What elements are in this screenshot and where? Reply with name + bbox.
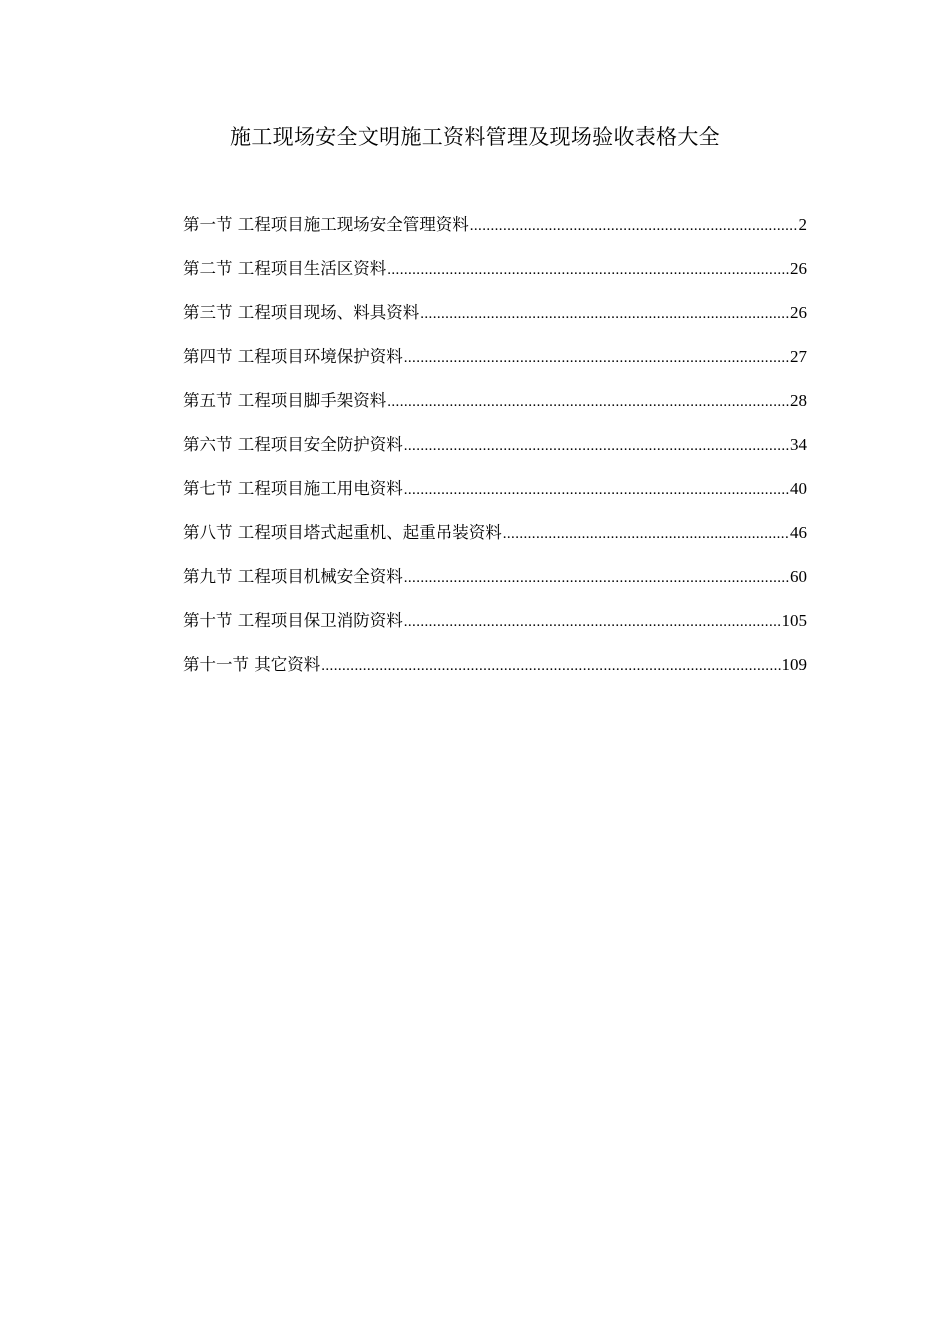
- document-title: 施工现场安全文明施工资料管理及现场验收表格大全: [230, 125, 720, 149]
- toc-entry-label: 第十一节 其它资料: [183, 655, 321, 674]
- toc-entry-label: 第三节 工程项目现场、料具资料: [183, 303, 420, 322]
- toc-page-number: 40: [790, 479, 807, 498]
- toc-entry-6[interactable]: [183, 430, 807, 474]
- toc-page-number: 46: [790, 523, 807, 542]
- toc-dot-leader: [387, 255, 789, 285]
- toc-page-number: 2: [798, 215, 807, 234]
- toc-page-number: 26: [790, 303, 807, 322]
- toc-dot-leader: [321, 651, 780, 681]
- table-of-contents: [183, 210, 807, 694]
- toc-entry-label: 第一节 工程项目施工现场安全管理资料: [183, 215, 469, 234]
- toc-dot-leader: [404, 607, 781, 637]
- toc-entry-2[interactable]: [183, 254, 807, 298]
- toc-page-number: 109: [781, 655, 807, 674]
- toc-entry-label: 第八节 工程项目塔式起重机、起重吊装资料: [183, 523, 502, 542]
- toc-entry-label: 第七节 工程项目施工用电资料: [183, 479, 403, 498]
- toc-dot-leader: [420, 299, 789, 329]
- toc-entry-5[interactable]: [183, 386, 807, 430]
- toc-entry-7[interactable]: [183, 474, 807, 518]
- toc-dot-leader: [387, 387, 789, 417]
- toc-page-number: 34: [790, 435, 807, 454]
- toc-dot-leader: [404, 431, 789, 461]
- toc-entry-label: 第九节 工程项目机械安全资料: [183, 567, 403, 586]
- toc-entry-3[interactable]: [183, 298, 807, 342]
- toc-entry-label: 第二节 工程项目生活区资料: [183, 259, 387, 278]
- toc-entry-label: 第十节 工程项目保卫消防资料: [183, 611, 403, 630]
- toc-entry-label: 第六节 工程项目安全防护资料: [183, 435, 403, 454]
- toc-entry-1[interactable]: [183, 210, 807, 254]
- toc-entry-8[interactable]: [183, 518, 807, 562]
- toc-page-number: 60: [790, 567, 807, 586]
- toc-dot-leader: [404, 343, 789, 373]
- toc-page-number: 26: [790, 259, 807, 278]
- toc-page-number: 28: [790, 391, 807, 410]
- toc-entry-4[interactable]: [183, 342, 807, 386]
- toc-entry-9[interactable]: [183, 562, 807, 606]
- toc-page-number: 105: [781, 611, 807, 630]
- toc-dot-leader: [470, 211, 798, 241]
- toc-page-number: 27: [790, 347, 807, 366]
- toc-entry-11[interactable]: [183, 650, 807, 694]
- toc-dot-leader: [404, 563, 789, 593]
- toc-entry-label: 第五节 工程项目脚手架资料: [183, 391, 387, 410]
- toc-dot-leader: [503, 519, 789, 549]
- toc-dot-leader: [404, 475, 789, 505]
- toc-entry-label: 第四节 工程项目环境保护资料: [183, 347, 403, 366]
- toc-entry-10[interactable]: [183, 606, 807, 650]
